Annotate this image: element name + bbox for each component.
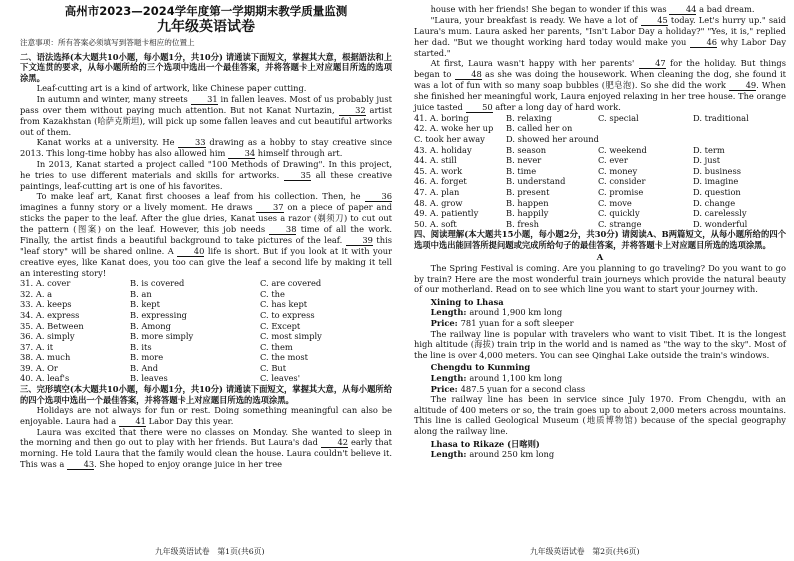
- option-item: B. happily: [506, 208, 549, 219]
- blank-number: 32: [339, 106, 366, 116]
- section2-passage: [20, 83, 392, 278]
- passage-paragraph: Laura was excited that there were no classes on Monday. She wanted to sleep in the morning and then go out to play with her friends. But Laura's dad 42 early that morning. He told Laura that the family would clean the house. Laura couldn't believe it. This was a 43. She hoped to enjoy orange juice in her tree: [20, 426, 392, 470]
- notice: 注意事项：所有答案必须填写到答题卡相应的位置上: [20, 38, 195, 47]
- option-item: B. is covered: [130, 278, 185, 289]
- blank-number: 39: [346, 236, 373, 246]
- option-item: 43. A. holiday: [414, 144, 472, 155]
- paper-title: 九年级英语试卷: [157, 19, 255, 35]
- option-item: B. season: [506, 144, 547, 155]
- option-item: 41. A. boring: [414, 112, 469, 123]
- blank-number: 42: [321, 438, 348, 448]
- option-item: B. happen: [506, 197, 549, 208]
- blank-number: 36: [365, 192, 392, 202]
- part-a-label: A: [596, 251, 604, 262]
- right-column: [414, 4, 786, 460]
- option-item: B. And: [130, 362, 159, 373]
- option-item: C. weekend: [598, 144, 647, 155]
- blank-number: 43: [67, 460, 94, 470]
- blank-number: 31: [191, 95, 218, 105]
- option-item: B. more: [130, 352, 164, 363]
- option-item: 33. A. keeps: [20, 299, 72, 310]
- route-name: Xining to Lhasa: [430, 296, 504, 307]
- blank-number: 40: [177, 247, 204, 257]
- option-item: C. took her away: [414, 133, 485, 144]
- option-item: 36. A. simply: [20, 331, 75, 342]
- option-item: 45. A. work: [414, 165, 463, 176]
- option-item: B. kept: [130, 299, 160, 310]
- option-item: 48. A. grow: [414, 197, 463, 208]
- blank-number: 48: [455, 70, 482, 80]
- option-item: C. them: [260, 341, 293, 352]
- route-length: Length: around 250 km long: [430, 449, 555, 460]
- option-item: C. ever: [598, 155, 628, 166]
- blank-number: 41: [119, 417, 146, 427]
- option-item: D. just: [693, 155, 721, 166]
- option-item: 35. A. Between: [20, 320, 84, 331]
- option-item: B. its: [130, 341, 152, 352]
- blank-number: 49: [729, 81, 756, 91]
- section2-options: [20, 278, 392, 384]
- option-item: D. wonderful: [693, 218, 748, 229]
- option-item: C. money: [598, 165, 638, 176]
- option-item: D. business: [693, 165, 741, 176]
- routes-list: [414, 297, 786, 460]
- route-name: Chengdu to Kunming: [430, 362, 531, 373]
- option-item: C. move: [598, 197, 632, 208]
- option-item: B. time: [506, 165, 537, 176]
- option-item: C. has kept: [260, 299, 308, 310]
- option-item: 34. A. express: [20, 309, 80, 320]
- footer-page1: 九年级英语试卷 第1页(共6页): [155, 547, 265, 556]
- blank-number: 34: [228, 149, 255, 159]
- route-price: Price: 781 yuan for a soft sleeper: [430, 318, 574, 329]
- option-item: 44. A. still: [414, 155, 457, 166]
- section3-passage-right: [414, 4, 786, 113]
- option-item: C. But: [260, 362, 287, 373]
- route-name: Lhasa to Rikaze (日喀则): [430, 438, 540, 449]
- route-length: Length: around 1,100 km long: [430, 373, 563, 384]
- blank-number: 44: [669, 5, 696, 15]
- passage-paragraph: Kanat works at a university. He 33 drawing as a hobby to stay creative since 2013. This long-time hobby has also allowed him 34 himself through art.: [20, 137, 393, 159]
- passage-paragraph: Holidays are not always for fun or rest. Doing something meaningful can also be enjoyable. Laura had a 41 Labor Day this year.: [20, 405, 392, 426]
- passage-paragraph: To make leaf art, Kanat first chooses a leaf from his collection. Then, he 36 imagines a funny story or a lively moment. He draws 37 on a piece of paper and sticks the paper to the leaf. After the glue dries, Kanat uses a razor (剃须刀) to cut out the pattern (图案) on the leaf. However, this job needs 38 time of all the work. Finally, the artist finds a beautiful background to take pictures of the leaf. 39 this "leaf story" will be shared online. A 40 life is short. But if you look at it with your creative eyes, like Kanat does, you too can give the leaf a second life by making it tell an interesting story!: [20, 191, 392, 278]
- option-item: B. relaxing: [506, 112, 552, 123]
- option-item: C. promise: [598, 186, 644, 197]
- passage-paragraph: house with her friends! She began to wonder if this was 44 a bad dream.: [430, 4, 755, 14]
- option-item: C. leaves': [260, 373, 300, 384]
- left-column: [20, 4, 392, 470]
- blank-number: 37: [256, 203, 283, 213]
- route-length: Length: around 1,900 km long: [430, 307, 563, 318]
- option-item: C. strange: [598, 218, 642, 229]
- passage-paragraph: At first, Laura wasn't happy with her parents' 47 for the holiday. But things began to 48 as she was doing the housework. When cleaning the dog, she found it was a lot of fun with so many soap bubbles (肥皂泡). So she did the work 49. When she finished her meaningful work, Laura enjoyed relaxing in her tree house. The orange juice tasted 50 after a long day of hard work.: [414, 58, 787, 112]
- blank-number: 46: [690, 38, 717, 48]
- option-item: B. present: [506, 186, 550, 197]
- blank-number: 47: [639, 59, 666, 69]
- route-price: Price: 487.5 yuan for a second class: [430, 383, 586, 394]
- blank-number: 50: [466, 103, 493, 113]
- option-item: C. special: [598, 112, 639, 123]
- section3-header: 三、完形填空(本大题共10小题，每小题1分，共10分) 请通读下面短文，掌握其大意，从每小题所给的四个选项中选出一个最佳答案，并将答题卡上对应题目所选的选项涂黑。: [20, 384, 392, 405]
- part-a-intro: The Spring Festival is coming. Are you planning to go traveling? Do you want to go by train? Here are the most wonderful train journeys which provide the natural beauty of our motherland. Read on to see which line you want to start your journey with.: [414, 263, 786, 295]
- option-item: 38. A. much: [20, 352, 71, 363]
- option-item: D. change: [693, 197, 736, 208]
- option-item: B. called her on: [506, 123, 573, 134]
- route-description: The railway line has been in service since July 1970. From Chengdu, with an altitude of 400 meters or so, the train goes up to about 2,000 meters across mountains. This line is called Geological Museum (地质博物馆) because of the special geography along the railway line.: [414, 394, 786, 436]
- option-item: B. fresh: [506, 218, 539, 229]
- option-item: 49. A. patiently: [414, 208, 479, 219]
- option-item: D. showed her around: [506, 133, 599, 144]
- blank-number: 33: [178, 138, 205, 148]
- option-item: B. leaves: [130, 373, 168, 384]
- option-item: 40. A. leaf's: [20, 373, 70, 384]
- option-item: C. Except: [260, 320, 301, 331]
- option-item: D. carelessly: [693, 208, 747, 219]
- passage-paragraph: In 2013, Kanat started a project called "100 Methods of Drawing". In this project, he tries to use different materials and skills for artworks. 35 all these creative paintings, leaf-cutting art is one of his favorites.: [20, 159, 392, 191]
- exam-title: 高州市2023—2024学年度第一学期期末教学质量监测: [64, 4, 348, 18]
- option-item: C. the: [260, 288, 285, 299]
- option-item: B. Among: [130, 320, 171, 331]
- blank-number: 45: [641, 16, 668, 26]
- option-item: 47. A. plan: [414, 186, 460, 197]
- section3-options: [414, 113, 786, 230]
- option-item: 39. A. Or: [20, 362, 58, 373]
- option-item: B. understand: [506, 176, 566, 187]
- option-item: D. question: [693, 186, 741, 197]
- section4-header: 四、阅读理解(本大题共15小题，每小题2分，共30分) 请阅读A、B两篇短文，从每小题所给的四个选项中选出能回答所提问题或完成所给句子的最佳答案，并将答题卡上对应题目所选的选项涂黑。: [414, 229, 786, 250]
- blank-number: 35: [284, 171, 311, 181]
- section3-passage-left: [20, 405, 392, 470]
- option-item: D. imagine: [693, 176, 739, 187]
- option-item: B. an: [130, 288, 152, 299]
- route-description: The railway line is popular with travelers who want to visit Tibet. It is the longest high altitude (海拔) train trip in the world and is named as "the way to the sky". Most of the line is over 4,000 meters. You can see Qinghai Lake outside the train's windows.: [414, 328, 786, 360]
- option-item: C. most simply: [260, 331, 322, 342]
- option-item: C. consider: [598, 176, 646, 187]
- option-item: C. quickly: [598, 208, 640, 219]
- passage-paragraph: In autumn and winter, many streets 31 in fallen leaves. Most of us probably just pass over them without paying much attention. But not Kanat Nurtazin, 32 artist from Kazakhstan (哈萨克斯坦), will pick up some fallen leaves and cut beautiful artworks out of them.: [20, 93, 392, 137]
- section2-header: 二、语法选择(本大题共10小题，每小题1分，共10分) 请通读下面短文，掌握其大意，根据語法和上下文连贯的要求，从每小题所给的三个选项中选出一个最佳答案，并将答题卡上对应题目所选的选项涂黑。: [20, 51, 392, 83]
- option-item: D. term: [693, 144, 725, 155]
- option-item: 46. A. forget: [414, 176, 467, 187]
- option-item: B. expressing: [130, 309, 187, 320]
- option-item: D. traditional: [693, 112, 749, 123]
- option-item: 37. A. it: [20, 341, 54, 352]
- option-item: 50. A. soft: [414, 218, 457, 229]
- option-item: 32. A. a: [20, 288, 53, 299]
- blank-number: 38: [269, 225, 296, 235]
- footer-page2: 九年级英语试卷 第2页(共6页): [530, 547, 640, 556]
- option-item: C. to express: [260, 309, 315, 320]
- passage-paragraph: Leaf-cutting art is a kind of artwork, like Chinese paper cutting.: [36, 83, 307, 94]
- option-item: 31. A. cover: [20, 278, 71, 289]
- passage-paragraph: "Laura, your breakfast is ready. We have a lot of 45 today. Let's hurry up." said Laura's mum. Laura asked her parents, "Isn't Labor Day a holiday?" "Yes, it is," replied her dad. "But we thought working hard today would make you 46 why Labor Day started.": [414, 15, 787, 58]
- option-item: B. more simply: [130, 331, 194, 342]
- option-item: B. never: [506, 155, 542, 166]
- option-item: 42. A. woke her up: [414, 123, 494, 134]
- option-item: C. are covered: [260, 278, 322, 289]
- option-item: C. the most: [260, 352, 309, 363]
